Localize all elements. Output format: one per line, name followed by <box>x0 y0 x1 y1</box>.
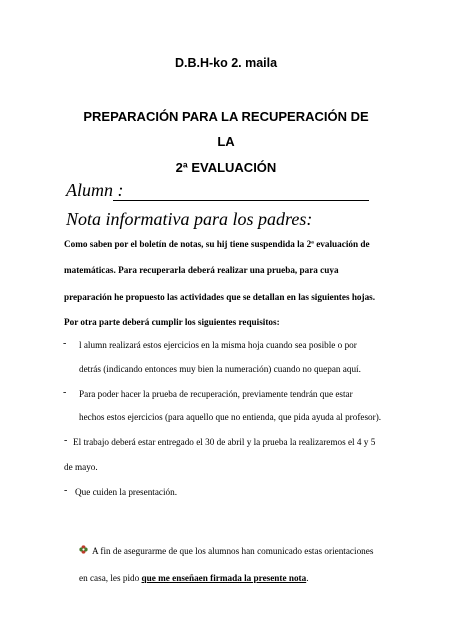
list-marker: - <box>63 387 67 398</box>
intro-line-2: matemáticas. Para recuperarla deberá realizar una prueba, para cuya <box>64 265 339 275</box>
requirement-2-line-2: hechos estos ejercicios (para aquello que no entienda, que pida ayuda al profesor). <box>79 412 382 422</box>
requirement-4-line-1: Que cuiden la presentación. <box>75 487 178 497</box>
intro-line-4: Por otra parte deberá cumplir los siguientes requisitos: <box>64 317 280 327</box>
signed-note-request: que me enseñaen firmada la presente nota <box>141 573 307 583</box>
requirement-1-line-1: l alumn realizará estos ejercicios en la misma hoja cuando sea posible o por <box>79 340 357 350</box>
note-heading: Nota informativa para los padres: <box>66 209 313 229</box>
list-marker: - <box>64 485 68 496</box>
course-code: D.B.H-ko 2. maila <box>174 56 278 70</box>
title-line-1: PREPARACIÓN PARA LA RECUPERACIÓN DE <box>83 109 369 124</box>
clover-bullet-icon <box>79 545 88 554</box>
student-name-field[interactable] <box>113 200 369 201</box>
requirement-3-line-1: El trabajo deberá estar entregado el 30 de abril y la prueba la realizaremos el 4 y 5 <box>73 437 376 447</box>
requirement-1-line-2: detrás (indicando entonces muy bien la numeración) cuando no quepan aquí. <box>79 364 361 374</box>
title-line-3: 2ª EVALUACIÓN <box>175 160 277 175</box>
requirement-3-line-2: de mayo. <box>64 462 98 472</box>
closing-line-1: A fin de asegurarme de que los alumnos han comunicado estas orientaciones <box>92 546 374 556</box>
title-line-2: LA <box>217 134 235 149</box>
intro-line-1: Como saben por el boletín de notas, su hij tiene suspendida la 2ª evaluación de <box>64 239 370 249</box>
intro-line-3: preparación he propuesto las actividades que se detallan en las siguientes hojas. <box>64 292 376 302</box>
student-label: Alumn : <box>66 180 124 200</box>
requirement-2-line-1: Para poder hacer la prueba de recuperación, previamente tendrán que estar <box>79 389 353 399</box>
closing-line-2 <box>79 573 309 583</box>
closing-line-2-prefix: en casa, les pido <box>79 573 142 583</box>
closing-line-2-suffix: . <box>306 573 309 583</box>
list-marker: - <box>64 435 68 446</box>
list-marker: - <box>63 338 67 349</box>
